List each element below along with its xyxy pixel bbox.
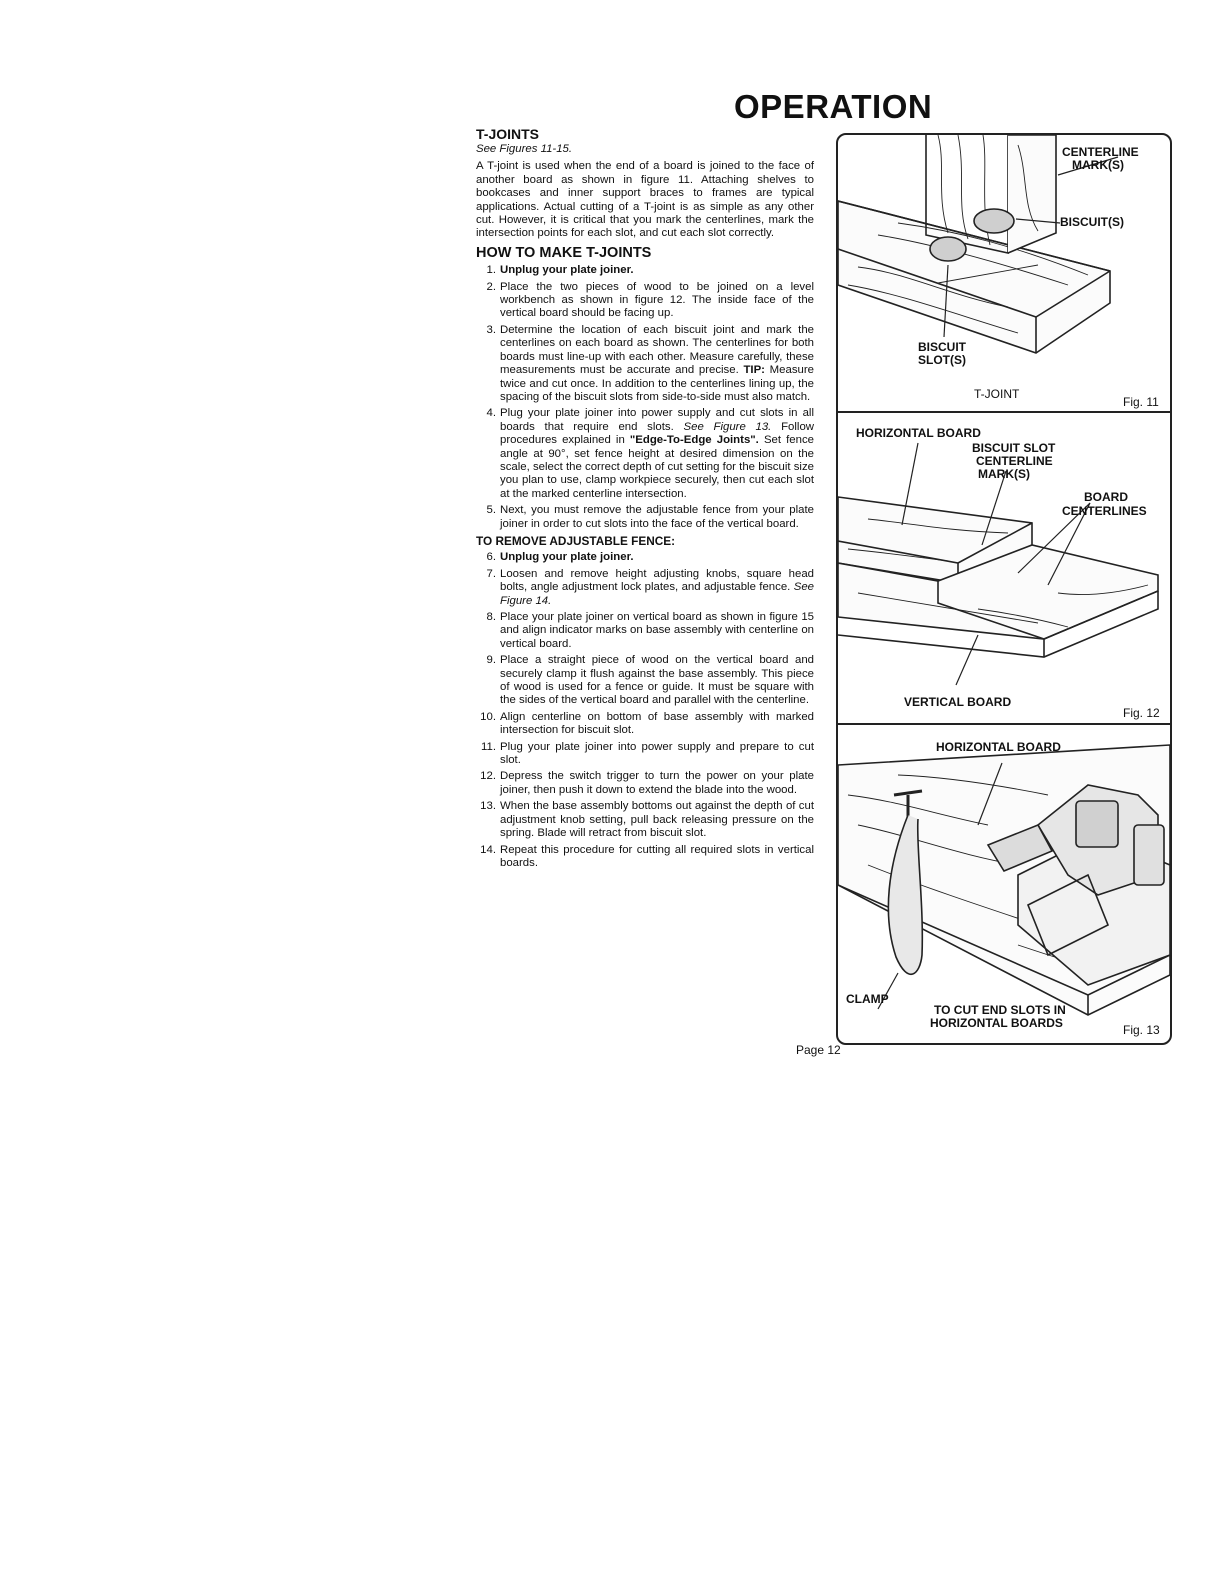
step-13: 13. When the base assembly bottoms out against the depth of cut adjustment knob setting, pull back releasing pressure on the spring. Blade will retract from biscuit slot. bbox=[480, 800, 814, 840]
step-6: 6. Unplug your plate joiner. bbox=[486, 551, 634, 564]
label-board-centerlines-1: BOARD bbox=[1084, 490, 1128, 504]
figure-12 bbox=[838, 413, 1170, 725]
fig13-number: Fig. 13 bbox=[1123, 1023, 1160, 1037]
step-12: 12. Depress the switch trigger to turn the power on your plate joiner, then push it down to extend the blade into the wood. bbox=[480, 770, 814, 796]
step-2: 2. Place the two pieces of wood to be joined on a level workbench as shown in figure 12. The inside face of the vertical board should be facing up. bbox=[486, 280, 814, 320]
steps-list-2 bbox=[476, 551, 814, 870]
step-1: 1. Unplug your plate joiner. bbox=[486, 264, 634, 277]
step-3: 3. Determine the location of each biscuit joint and mark the centerlines on each board as shown. The centerlines for both boards must line-up with each other. Measure carefully, these measurements must be accurate and precise. TIP: Measure twice and cut once. In addition to the centerlines lining up, the spacing of the biscuit slots from side-to-side must also match. bbox=[486, 323, 814, 403]
label-board-centerlines-2: CENTERLINES bbox=[1062, 504, 1147, 518]
how-to-heading: HOW TO MAKE T-JOINTS bbox=[476, 244, 652, 261]
label-horizontal-board-13: HORIZONTAL BOARD bbox=[936, 740, 1061, 754]
tjoints-heading: T-JOINTS bbox=[476, 126, 540, 142]
steps-list bbox=[476, 264, 814, 531]
intro-paragraph: A T-joint is used when the end of a board is joined to the face of another board as shown in figure 11. Attaching shelves to bookcases and inner support braces to frames are typical applications. Actual cutting of a T-joint is as simple as any other cut. However, it is critical that you mark the centerlines, mark the intersection points for each slot, and cut each slot correctly. bbox=[476, 160, 814, 240]
page-title: OPERATION bbox=[734, 88, 933, 125]
step-10: 10. Align centerline on bottom of base assembly with marked intersection for biscuit slot. bbox=[480, 710, 814, 737]
page-number: Page 12 bbox=[796, 1043, 841, 1057]
label-centerline-1: CENTERLINE bbox=[1062, 145, 1139, 159]
label-slot-mark-1: BISCUIT SLOT bbox=[972, 441, 1056, 455]
figure-13 bbox=[838, 725, 1170, 1043]
figure-panel bbox=[836, 133, 1172, 1045]
step-8: 8. Place your plate joiner on vertical board as shown in figure 15 and align indicator marks on base assembly with centerline on vertical board. bbox=[486, 611, 814, 650]
fig11-illustration bbox=[838, 135, 1170, 411]
caption-line-1: TO CUT END SLOTS IN bbox=[934, 1003, 1066, 1017]
step-7: 7. Loosen and remove height adjusting knobs, square head bolts, angle adjustment lock plates, and adjustable fence. See Figure 14. bbox=[486, 567, 814, 607]
label-slots-1: BISCUIT bbox=[918, 340, 966, 354]
fig11-number: Fig. 11 bbox=[1123, 395, 1159, 409]
label-slot-mark-2: CENTERLINE bbox=[976, 454, 1053, 468]
label-vertical-board: VERTICAL BOARD bbox=[904, 695, 1012, 709]
see-figures: See Figures 11-15. bbox=[476, 143, 573, 155]
caption-tjoint: T-JOINT bbox=[974, 387, 1020, 401]
label-slot-mark-3: MARK(S) bbox=[978, 467, 1030, 481]
label-biscuits: BISCUIT(S) bbox=[1060, 215, 1124, 229]
label-slots-2: SLOT(S) bbox=[918, 353, 966, 367]
step-4: 4. Plug your plate joiner into power supply and cut slots in all boards that require end slots. See Figure 13. Follow procedures explained in "Edge-To-Edge Joints". Set fence angle at 90°, set fence height at desired dimension on the scale, select the correct depth of cut setting for the biscuit size you plan to use, clamp workpiece securely, then cut each slot at the marked centerline intersection. bbox=[486, 407, 815, 500]
caption-line-2: HORIZONTAL BOARDS bbox=[930, 1016, 1063, 1030]
figure-11 bbox=[838, 135, 1170, 413]
label-clamp: CLAMP bbox=[846, 992, 889, 1006]
text-column bbox=[476, 125, 814, 873]
fig12-number: Fig. 12 bbox=[1123, 706, 1160, 720]
step-9: 9. Place a straight piece of wood on the vertical board and securely clamp it flush against the base assembly. This piece of wood is used for a fence or guide. It must be square with the sides of the vertical board and parallel with the centerline. bbox=[486, 654, 814, 707]
step-11: 11. Plug your plate joiner into power supply and prepare to cut slot. bbox=[481, 740, 814, 767]
remove-fence-heading: TO REMOVE ADJUSTABLE FENCE: bbox=[476, 533, 676, 548]
step-14: 14. Repeat this procedure for cutting all required slots in vertical boards. bbox=[480, 843, 814, 869]
label-centerline-2: MARK(S) bbox=[1072, 158, 1124, 172]
step-5: 5. Next, you must remove the adjustable fence from your plate joiner in order to cut slots into the face of the vertical board. bbox=[486, 504, 814, 530]
label-horizontal-board: HORIZONTAL BOARD bbox=[856, 426, 981, 440]
